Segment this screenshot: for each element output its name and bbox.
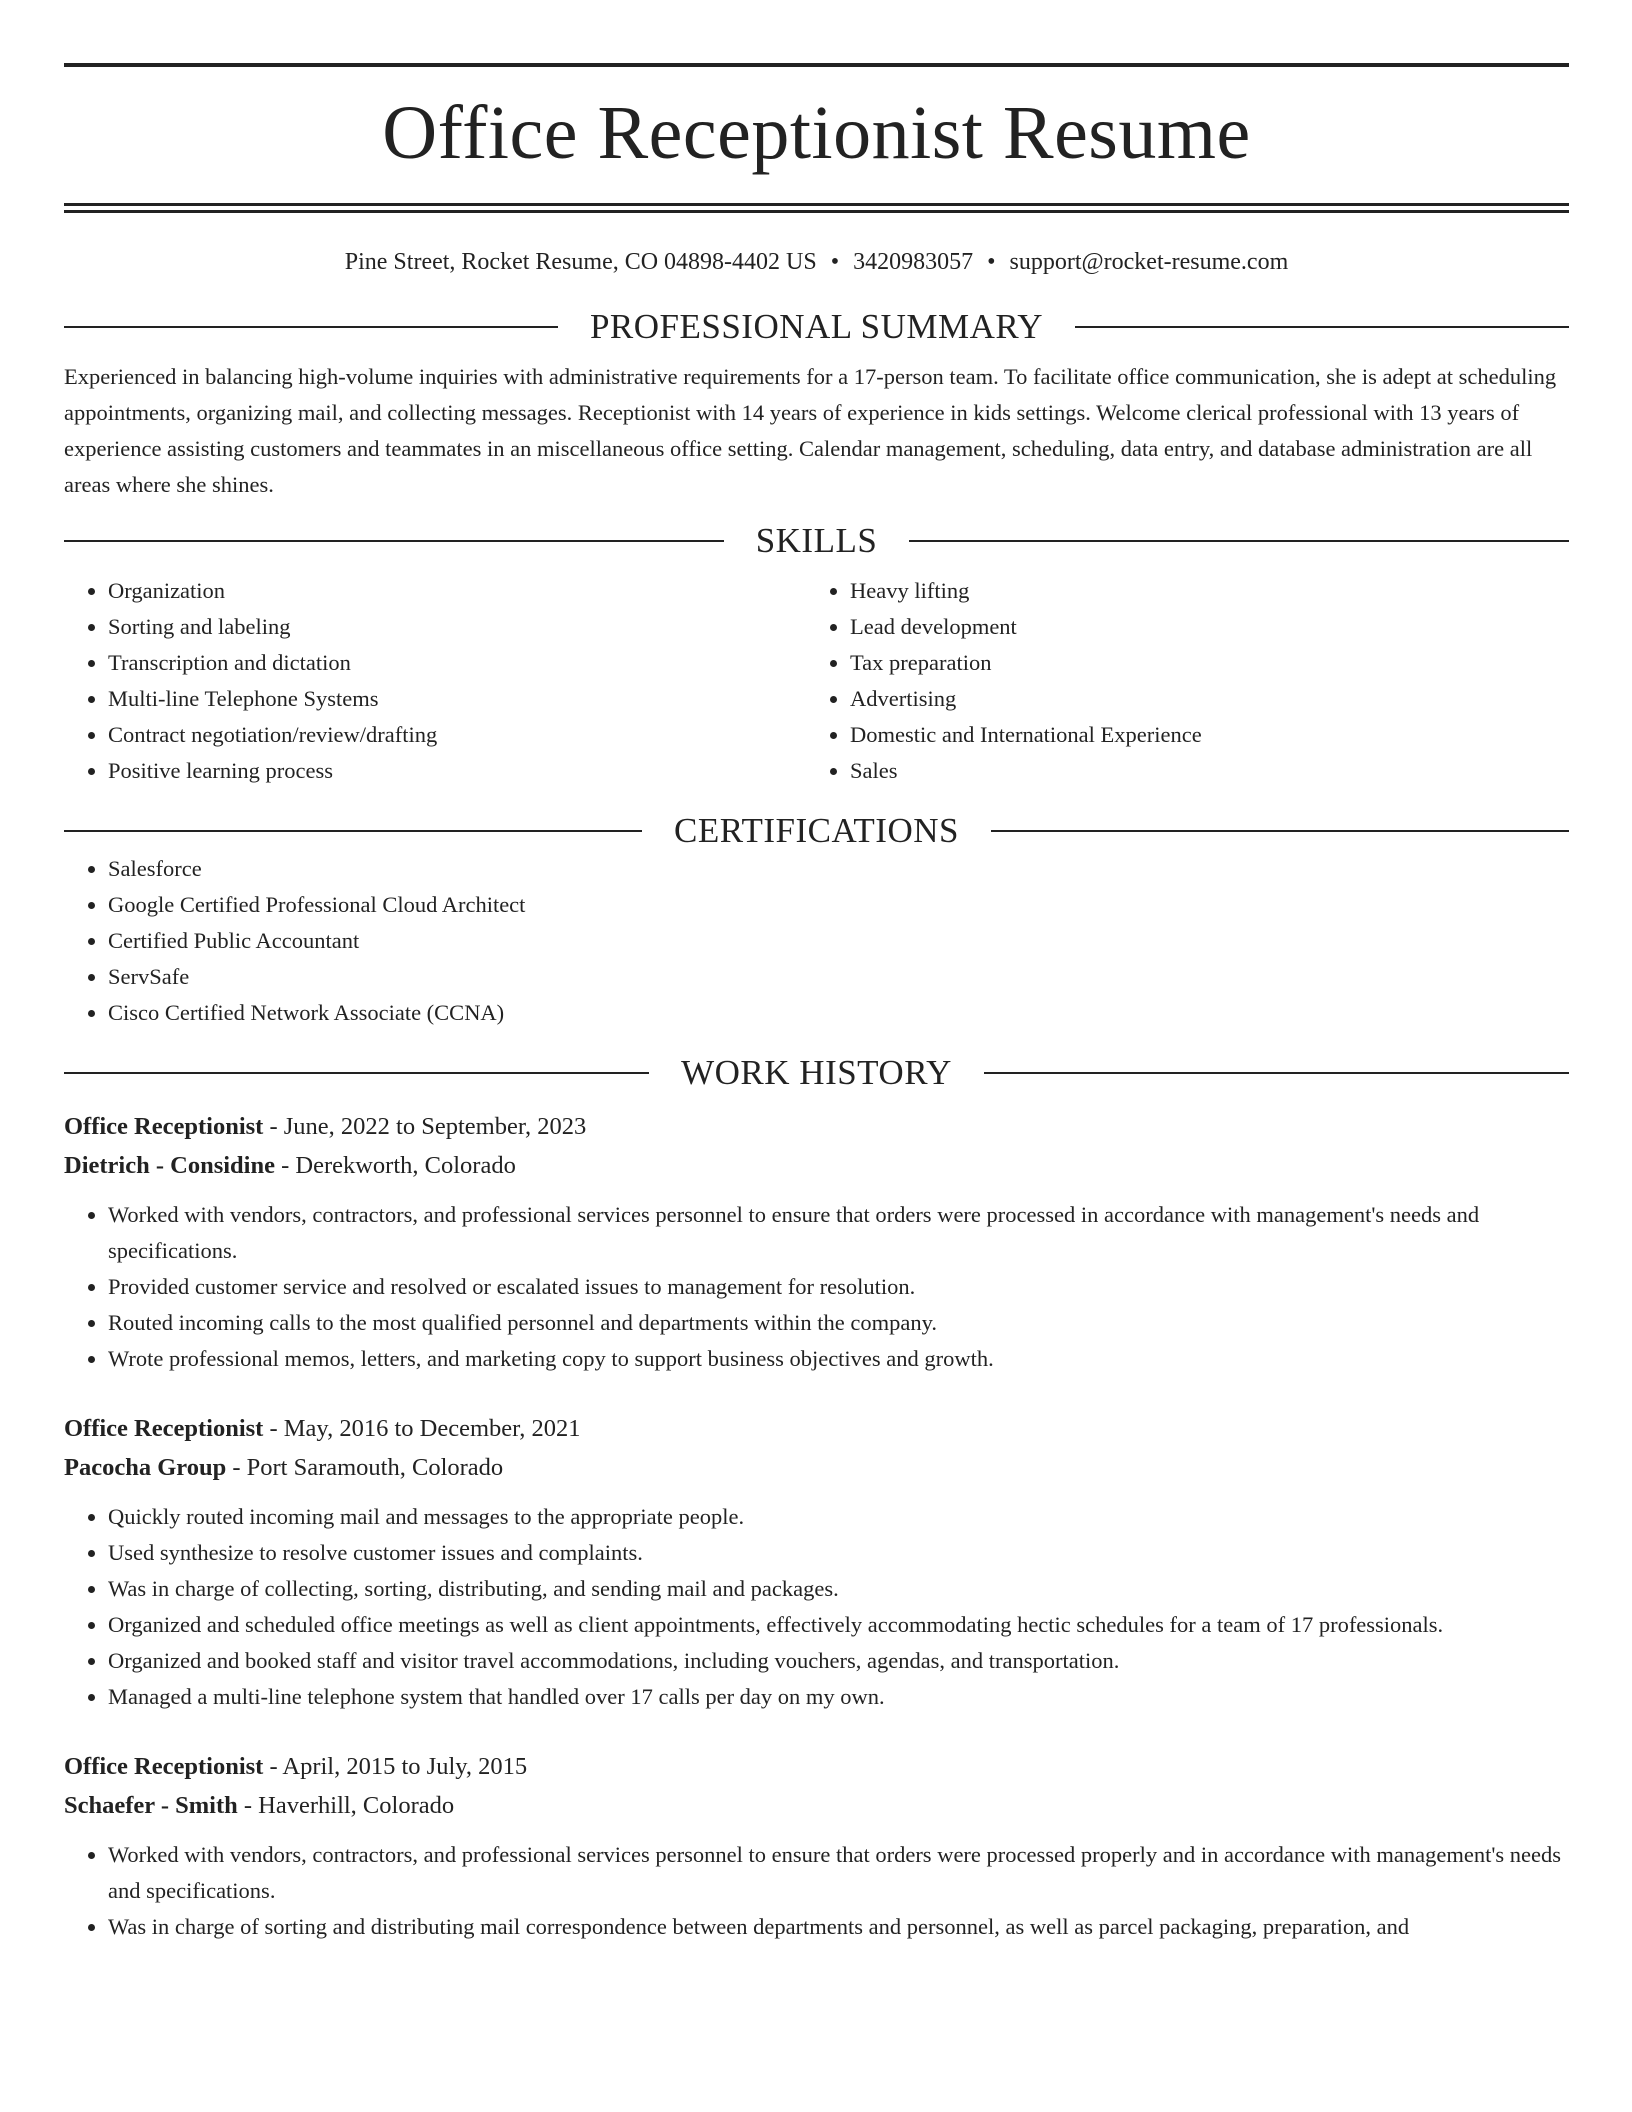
job-bullet: • Worked with vendors, contractors, and professional services personnel to ensure that orders were processed properly and in accordance with management's needs and specifications. (108, 1837, 1569, 1909)
section-rule (984, 1072, 1569, 1074)
resume-page (64, 0, 1569, 1945)
job-entry (64, 1747, 1569, 1945)
certifications-heading: CERTIFICATIONS (674, 811, 959, 850)
skills-section-header (64, 521, 1569, 561)
job-bullet: • Organized and booked staff and visitor travel accommodations, including vouchers, agendas, and transportation. (108, 1643, 1569, 1679)
skill-item: • Sorting and labeling (108, 609, 806, 645)
skill-item: • Sales (850, 753, 1548, 789)
job-company: Pacocha Group (64, 1454, 227, 1481)
skill-item: • Multi-line Telephone Systems (108, 681, 806, 717)
job-location: - Derekworth, Colorado (274, 1152, 516, 1179)
contact-separator: • (830, 249, 840, 275)
certification-item: • Certified Public Accountant (108, 923, 1569, 959)
job-location: - Haverhill, Colorado (237, 1792, 455, 1819)
contact-email: support@rocket-resume.com (1009, 249, 1289, 275)
skills-column-left (64, 573, 806, 789)
job-entry (64, 1107, 1569, 1377)
contact-line (64, 247, 1569, 277)
title-double-rule (64, 203, 1569, 213)
job-bullet: • Provided customer service and resolved or escalated issues to management for resolution. (108, 1269, 1569, 1305)
job-bullet: • Wrote professional memos, letters, and marketing copy to support business objectives and growth. (108, 1341, 1569, 1377)
certification-item: • ServSafe (108, 959, 1569, 995)
section-rule (909, 540, 1569, 542)
summary-text: Experienced in balancing high-volume inquiries with administrative requirements for a 17-person team. To facilitate office communication, she is adept at scheduling appointments, organizing mail, and collecting messages. Receptionist with 14 years of experience in kids settings. Welcome clerical professional with 13 years of experience assisting customers and teammates in an miscellaneous office setting. Calendar management, scheduling, data entry, and database administration are all areas where she shines. (64, 364, 1557, 497)
job-bullets (64, 1197, 1569, 1377)
certifications-list (64, 851, 1569, 1031)
certification-item: • Google Certified Professional Cloud Architect (108, 887, 1569, 923)
section-rule (991, 830, 1569, 832)
skills-list-left (64, 573, 806, 789)
skill-item: • Transcription and dictation (108, 645, 806, 681)
job-bullets (64, 1837, 1569, 1945)
section-rule (64, 830, 642, 832)
job-dates: - June, 2022 to September, 2023 (263, 1113, 587, 1140)
contact-phone: 3420983057 (853, 249, 974, 275)
job-bullet: • Was in charge of sorting and distributing mail correspondence between departments and personnel, as well as parcel packaging, preparation, and (108, 1909, 1569, 1945)
skill-item: • Contract negotiation/review/drafting (108, 717, 806, 753)
job-company: Schaefer - Smith (64, 1792, 238, 1819)
skill-item: • Lead development (850, 609, 1548, 645)
skills-column-right (806, 573, 1548, 789)
job-bullet: • Routed incoming calls to the most qualified personnel and departments within the company. (108, 1305, 1569, 1341)
skill-item: • Advertising (850, 681, 1548, 717)
summary-heading: PROFESSIONAL SUMMARY (589, 307, 1044, 346)
skill-item: • Domestic and International Experience (850, 717, 1548, 753)
job-title: Office Receptionist (64, 1415, 264, 1442)
section-rule (64, 540, 724, 542)
job-dates: - April, 2015 to July, 2015 (263, 1753, 528, 1780)
work-history-heading: WORK HISTORY (681, 1053, 952, 1092)
job-bullet: • Was in charge of collecting, sorting, distributing, and sending mail and packages. (108, 1571, 1569, 1607)
job-title-line (64, 1747, 1569, 1786)
skill-item: • Tax preparation (850, 645, 1548, 681)
job-bullet: • Used synthesize to resolve customer issues and complaints. (108, 1535, 1569, 1571)
certification-item: • Salesforce (108, 851, 1569, 887)
certification-item: • Cisco Certified Network Associate (CCNA) (108, 995, 1569, 1031)
job-bullet: • Quickly routed incoming mail and messages to the appropriate people. (108, 1499, 1569, 1535)
certifications-section-header (64, 811, 1569, 851)
job-bullet: • Organized and scheduled office meetings as well as client appointments, effectively accommodating hectic schedules for a team of 17 professionals. (108, 1607, 1569, 1643)
section-rule (64, 326, 558, 328)
job-company-line (64, 1786, 1569, 1825)
job-bullets (64, 1499, 1569, 1715)
job-title-line (64, 1409, 1569, 1448)
skills-columns (64, 573, 1569, 789)
skill-item: • Positive learning process (108, 753, 806, 789)
job-location: - Port Saramouth, Colorado (226, 1454, 504, 1481)
skills-heading: SKILLS (755, 521, 878, 560)
skills-list-right (806, 573, 1548, 789)
job-title-line (64, 1107, 1569, 1146)
skill-item: • Organization (108, 573, 806, 609)
summary-section-header (64, 307, 1569, 347)
job-company-line (64, 1448, 1569, 1487)
resume-title: Office Receptionist Resume (382, 91, 1251, 175)
contact-separator: • (987, 249, 996, 275)
job-bullet: • Managed a multi-line telephone system that handled over 17 calls per day on my own. (108, 1679, 1569, 1715)
work-history-list (64, 1107, 1569, 1945)
job-company: Dietrich - Considine (64, 1152, 275, 1179)
job-entry (64, 1409, 1569, 1715)
job-company-line (64, 1146, 1569, 1185)
job-title: Office Receptionist (64, 1753, 264, 1780)
contact-address: Pine Street, Rocket Resume, CO 04898-4402 US (344, 249, 817, 275)
skill-item: • Heavy lifting (850, 573, 1548, 609)
job-title: Office Receptionist (64, 1113, 264, 1140)
section-rule (64, 1072, 649, 1074)
section-rule (1075, 326, 1569, 328)
job-bullet: • Worked with vendors, contractors, and professional services personnel to ensure that orders were processed in accordance with management's needs and specifications. (108, 1197, 1569, 1269)
job-dates: - May, 2016 to December, 2021 (263, 1415, 581, 1442)
top-rule (64, 63, 1569, 67)
work-history-section-header (64, 1053, 1569, 1093)
